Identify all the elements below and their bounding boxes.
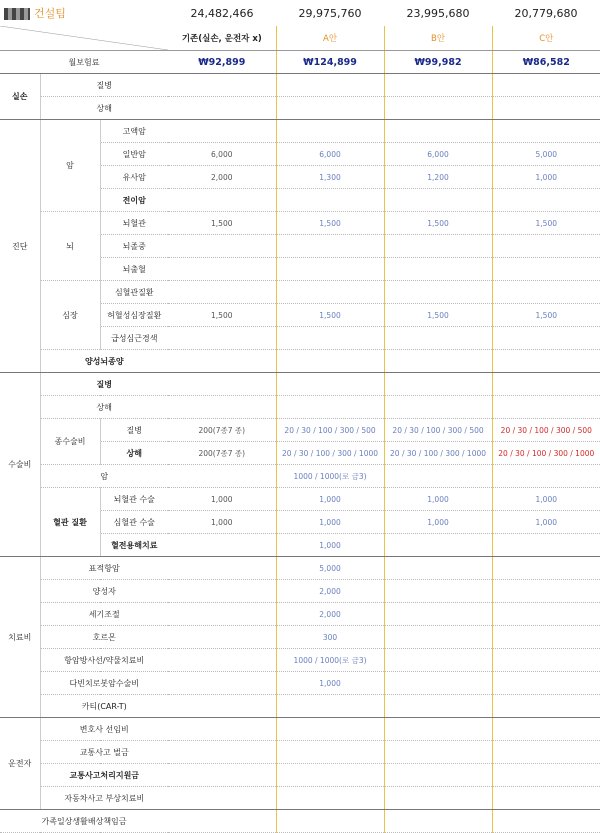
group-heart: 심장 bbox=[40, 281, 100, 350]
diagonal-header-cell bbox=[0, 26, 168, 51]
value-cell: 2,000 bbox=[276, 603, 384, 626]
value-cell: 300 bbox=[276, 626, 384, 649]
table-row bbox=[0, 488, 600, 511]
item-label: 양성자 bbox=[40, 580, 168, 603]
value-cell: 6,000 bbox=[168, 143, 276, 166]
premium-existing: ₩92,899 bbox=[168, 51, 276, 74]
total-b: 23,995,680 bbox=[406, 6, 470, 20]
value-cell: 1,000 bbox=[492, 166, 600, 189]
category-silson: 실손 bbox=[0, 74, 40, 120]
value-cell: 1,500 bbox=[168, 212, 276, 235]
table-row bbox=[0, 557, 600, 580]
table-row bbox=[0, 373, 600, 396]
value-cell: 200(7종7 종) bbox=[168, 419, 276, 442]
item-label: 심혈관질환 bbox=[100, 281, 168, 304]
value-cell: 1,200 bbox=[384, 166, 492, 189]
item-label: 뇌혈관 수술 bbox=[100, 488, 168, 511]
value-cell: 20 / 30 / 100 / 300 / 500 bbox=[492, 419, 600, 442]
category-jindan: 진단 bbox=[0, 120, 40, 373]
value-cell: 2,000 bbox=[276, 580, 384, 603]
plan-existing: 기존(실손, 운전자 x) bbox=[168, 26, 276, 51]
premium-row bbox=[0, 51, 600, 74]
item-label: 허혈성심장질환 bbox=[100, 304, 168, 327]
table-row bbox=[0, 626, 600, 649]
item-label: 질병 bbox=[100, 419, 168, 442]
table-row bbox=[0, 396, 600, 419]
item-label: 카티(CAR-T) bbox=[40, 695, 168, 718]
totals-row bbox=[0, 0, 600, 26]
item-label: 뇌졸중 bbox=[100, 235, 168, 258]
value-cell: 1,500 bbox=[168, 304, 276, 327]
item-label: 교통사고처리지원금 bbox=[40, 764, 168, 787]
silson-row bbox=[0, 97, 600, 120]
value-cell: 2,000 bbox=[168, 166, 276, 189]
brand-label: 건설팀 bbox=[34, 7, 66, 20]
category-surgery: 수술비 bbox=[0, 373, 40, 557]
table-row bbox=[0, 120, 600, 143]
premium-a: ₩124,899 bbox=[276, 51, 384, 74]
item-label: 뇌혈관 bbox=[100, 212, 168, 235]
value-cell: 5,000 bbox=[276, 557, 384, 580]
value-cell: 1000 / 1000(로 금3) bbox=[276, 649, 384, 672]
value-cell: 1,000 bbox=[276, 672, 384, 695]
group-cancer: 암 bbox=[40, 120, 100, 212]
total-a: 29,975,760 bbox=[298, 6, 362, 20]
value-cell: 1,500 bbox=[276, 212, 384, 235]
category-treatment: 치료비 bbox=[0, 557, 40, 718]
item-label: 고액암 bbox=[100, 120, 168, 143]
item-label: 뇌출혈 bbox=[100, 258, 168, 281]
table-row bbox=[0, 672, 600, 695]
item-label: 일반암 bbox=[100, 143, 168, 166]
item-label: 전이암 bbox=[100, 189, 168, 212]
group-brain: 뇌 bbox=[40, 212, 100, 281]
table-row bbox=[0, 281, 600, 304]
value-cell: 1,500 bbox=[276, 304, 384, 327]
value-cell: 1,000 bbox=[492, 511, 600, 534]
category-driver: 운전자 bbox=[0, 718, 40, 810]
table-row bbox=[0, 764, 600, 787]
table-row bbox=[0, 695, 600, 718]
value-cell: 1,500 bbox=[492, 212, 600, 235]
table-row bbox=[0, 465, 600, 488]
plan-header-row bbox=[0, 26, 600, 51]
table-row bbox=[0, 810, 600, 833]
surgery-cancer: 암 bbox=[40, 465, 168, 488]
value-cell: 1,500 bbox=[492, 304, 600, 327]
value-cell: 1,000 bbox=[276, 534, 384, 557]
value-cell: 1,000 bbox=[384, 488, 492, 511]
value-cell: 1,000 bbox=[492, 488, 600, 511]
total-c: 20,779,680 bbox=[514, 6, 578, 20]
premium-label: 월보험료 bbox=[0, 51, 168, 74]
brand-cell bbox=[0, 0, 168, 26]
item-label: 심혈관 수술 bbox=[100, 511, 168, 534]
value-cell: 5,000 bbox=[492, 143, 600, 166]
item-label: 상해 bbox=[100, 442, 168, 465]
table-row bbox=[0, 741, 600, 764]
table-row bbox=[0, 603, 600, 626]
value-cell: 6,000 bbox=[276, 143, 384, 166]
table-row bbox=[0, 580, 600, 603]
item-label: 변호사 선임비 bbox=[40, 718, 168, 741]
table-row bbox=[0, 419, 600, 442]
value-cell: 20 / 30 / 100 / 300 / 1000 bbox=[276, 442, 384, 465]
table-row bbox=[0, 718, 600, 741]
item-label: 호르몬 bbox=[40, 626, 168, 649]
surgery-disease: 질병 bbox=[40, 373, 168, 396]
premium-b: ₩99,982 bbox=[384, 51, 492, 74]
value-cell: 1,000 bbox=[168, 511, 276, 534]
silson-injury: 상해 bbox=[40, 97, 168, 120]
value-cell: 20 / 30 / 100 / 300 / 1000 bbox=[492, 442, 600, 465]
silson-row bbox=[0, 74, 600, 97]
surgery-injury: 상해 bbox=[40, 396, 168, 419]
plan-a: A안 bbox=[276, 26, 384, 51]
item-label: 세기조절 bbox=[40, 603, 168, 626]
item-label: 자동차사고 부상치료비 bbox=[40, 787, 168, 810]
value-cell: 1,500 bbox=[384, 304, 492, 327]
table-row bbox=[0, 212, 600, 235]
group-type-surgery: 종수술비 bbox=[40, 419, 100, 465]
plan-b: B안 bbox=[384, 26, 492, 51]
item-label: 혈전용해치료 bbox=[100, 534, 168, 557]
item-label: 다빈치로봇암수술비 bbox=[40, 672, 168, 695]
premium-c: ₩86,582 bbox=[492, 51, 600, 74]
value-cell: 20 / 30 / 100 / 300 / 500 bbox=[276, 419, 384, 442]
value-cell: 1,000 bbox=[168, 488, 276, 511]
value-cell: 1,300 bbox=[276, 166, 384, 189]
family-liability: 가족일상생활배상책임금 bbox=[0, 810, 168, 833]
value-cell: 20 / 30 / 100 / 300 / 1000 bbox=[384, 442, 492, 465]
item-label: 유사암 bbox=[100, 166, 168, 189]
value-cell: 6,000 bbox=[384, 143, 492, 166]
table-row bbox=[0, 350, 600, 373]
item-label: 표적항암 bbox=[40, 557, 168, 580]
value-cell: 1,500 bbox=[384, 212, 492, 235]
benign-brain-tumor: 양성뇌종양 bbox=[40, 350, 168, 373]
value-cell: 1,000 bbox=[384, 511, 492, 534]
item-label: 항암방사선/약물치료비 bbox=[40, 649, 168, 672]
value-cell: 1,000 bbox=[276, 511, 384, 534]
item-label: 급성심근경색 bbox=[100, 327, 168, 350]
blurred-logo-icon bbox=[4, 8, 30, 20]
value-cell: 200(7종7 종) bbox=[168, 442, 276, 465]
item-label: 교통사고 벌금 bbox=[40, 741, 168, 764]
group-vascular: 혈관 질환 bbox=[40, 488, 100, 557]
table-row bbox=[0, 649, 600, 672]
silson-disease: 질병 bbox=[40, 74, 168, 97]
value-cell: 1000 / 1000(로 금3) bbox=[276, 465, 384, 488]
total-existing: 24,482,466 bbox=[190, 6, 254, 20]
value-cell: 20 / 30 / 100 / 300 / 500 bbox=[384, 419, 492, 442]
value-cell: 1,000 bbox=[276, 488, 384, 511]
table-row bbox=[0, 787, 600, 810]
plan-c: C안 bbox=[492, 26, 600, 51]
